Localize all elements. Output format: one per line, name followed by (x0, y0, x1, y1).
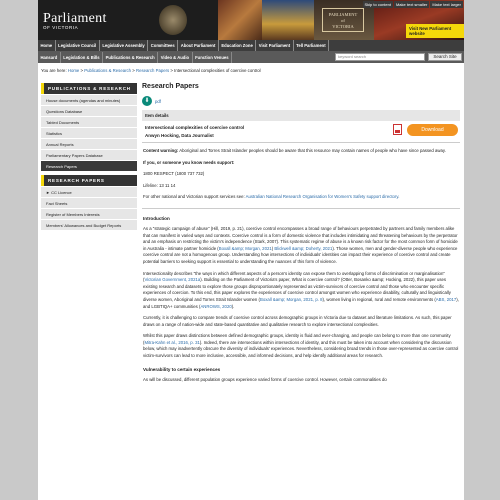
sidebar (41, 83, 137, 231)
sidebar-item-cc-licence[interactable]: ► CC Licence (41, 187, 137, 198)
sidebar-item-tabled-documents[interactable]: Tabled Documents (41, 117, 137, 128)
new-website-link[interactable]: Visit New Parliament website (406, 24, 464, 38)
vulnerability-paragraph: As will be discussed, different population groups experience varied forms of coercive control. However, certain commonalities do (143, 376, 387, 382)
breadcrumb-research-papers[interactable]: Research Papers (136, 68, 170, 73)
article (142, 83, 460, 383)
logo-title: Parliament (43, 11, 107, 26)
breadcrumb-current: Intersectional complexities of coercive control (174, 68, 261, 73)
citation-link[interactable]: ANROWS, 2020 (200, 303, 232, 309)
download-circle-icon[interactable]: ⬇ (142, 96, 152, 106)
intro-paragraph-3: Currently, it is challenging to compare trends of coercive control across demographic groups in Victoria due to dataset and literature limitations. As such, this paper draws on a range of nation-wide and state-based quantitative and qualitative research to explore intersectional complexities. (143, 315, 452, 327)
skip-to-content-link[interactable]: Skip to content (364, 2, 391, 7)
nav-about-parliament[interactable]: About Parliament (178, 40, 219, 51)
intro-paragraph-1: As a "strategic campaign of abuse" (Hill, 2019, p. 21), coercive control encompasses a broad range of behaviours perpetrated by partners and family members alike that can manifest in varied ways and contexts. Coercive control is a form of domestic violence that includes intimidating and threatening behaviours by the perpetrator and an emphasis on restricting the victim's independence (Stark, 2007). This systematic regime of abuse is a known risk factor for the most common form of homicide in Australia - intimate partner homicide (Boxall &amp; Morgan, 2021) Blickwell &amp; Doherty, 2021). Those women, men and gender-diverse people who experience coercive control are not a homogenous group. Understanding how intersections of individuals' identities can impact their experience of coercive control and create potential barriers to seeking support is essential to understanding the nuances of this form of violence. (143, 225, 458, 264)
pdf-link[interactable]: pdf (155, 98, 161, 104)
lifeline-line: Lifeline: 13 11 14 (143, 182, 176, 188)
support-heading: If you, or someone you know needs support: (143, 159, 235, 165)
pdf-file-icon (393, 124, 402, 135)
breadcrumb-publications[interactable]: Publications & Research (84, 68, 132, 73)
nav-publications-research[interactable]: Publications & Research (103, 52, 158, 63)
page-title: Research Papers (142, 83, 199, 90)
citation-link[interactable]: ABS, 2017 (435, 296, 457, 302)
accessibility-links (363, 1, 464, 8)
document-author: Anwyn Hocking, Data Journalist (145, 133, 214, 138)
text-smaller-link[interactable]: Make text smaller (395, 2, 428, 7)
sidebar-item-parliamentary-papers[interactable]: Parliamentary Papers Database (41, 150, 137, 161)
nav-committees[interactable]: Committees (148, 40, 178, 51)
search-input[interactable]: keyword search (335, 53, 425, 61)
sidebar-item-annual-reports[interactable]: Annual Reports (41, 139, 137, 150)
breadcrumb: You are here: Home > Publications & Research > Research Papers > Intersectional complexities of coercive control (41, 68, 261, 73)
citation-link[interactable]: Boxall &amp; Morgan, 2021, p. 8 (259, 296, 323, 302)
divider (142, 208, 460, 209)
sidebar-item-fact-sheets[interactable]: Fact Sheets (41, 198, 137, 209)
nav-legislative-assembly[interactable]: Legislative Assembly (100, 40, 148, 51)
parliament-logo[interactable] (43, 12, 107, 31)
nav-tell-parliament[interactable]: Tell Parliament (294, 40, 329, 51)
sidebar-item-house-documents[interactable]: House documents (agendas and minutes) (41, 95, 137, 106)
nav-visit-parliament[interactable]: Visit Parliament (256, 40, 293, 51)
nav-education-zone[interactable]: Education Zone (219, 40, 256, 51)
sidebar-item-questions-database[interactable]: Questions Database (41, 106, 137, 117)
main-content (38, 63, 464, 500)
item-details (142, 121, 460, 143)
nav-legislative-council[interactable]: Legislative Council (56, 40, 100, 51)
breadcrumb-home[interactable]: Home (67, 68, 80, 73)
intro-paragraph-4: Whilst this paper draws distinctions between defined demographic groups, identity is fluid and ever-changing, and people can belong to more than one community (Mitra-Kahn et al., 2016, p. 31). Indeed, there are intersections within intersections of identity, and this must be taken into account when considering the discussion below, which may inadvertently obscure the diversity of individuals' experiences. Nevertheless, considering broad trends in those over-represented as coercive control victim-survivors can lead to more inclusive, accessible, and informed decisions, and help identify additional areas for research. (143, 333, 459, 359)
header-image-chamber (218, 0, 262, 40)
nav-function-venues[interactable]: Function Venues (193, 52, 233, 63)
header-image-ceiling (262, 0, 314, 40)
sidebar-item-statistics[interactable]: Statistics (41, 128, 137, 139)
coat-of-arms-image (159, 5, 187, 35)
sidebar-item-members-allowances[interactable]: Members' Allowances and Budget Reports (41, 220, 137, 231)
sidebar-heading-research-papers: RESEARCH PAPERS (41, 175, 137, 186)
respect-line: 1800 RESPECT (1800 737 732) (143, 171, 205, 177)
introduction-heading: Introduction (143, 215, 170, 221)
parliament-sign: PARLIAMENT of VICTORIA (322, 8, 364, 32)
anrows-directory-link[interactable]: Australian National Research Organisation for Women's Safety support directory (245, 194, 399, 200)
sidebar-item-register-members-interests[interactable]: Register of Members Interests (41, 209, 137, 220)
content-warning: Content warning: Aboriginal and Torres Strait Islander peoples should be aware that this resource may contain names of people who have since passed away. (143, 148, 446, 153)
other-support: For other national and Victorian support services see: Australian National Research Organisation for Women's Safety support directory. (143, 194, 400, 200)
citation-link[interactable]: Boxall &amp; Morgan, 2021 (218, 245, 272, 251)
site-header (38, 0, 464, 40)
document-title: Intersectional complexities of coercive control (145, 125, 245, 130)
citation-link[interactable]: Victorian Government, 2021a (144, 277, 201, 283)
nav-home[interactable]: Home (38, 40, 56, 51)
nav-video-audio[interactable]: Video & Audio (158, 52, 192, 63)
logo-subtitle: OF VICTORIA (43, 25, 79, 30)
search-button[interactable]: Search Site (428, 53, 462, 61)
citation-link[interactable]: Mitra-Kahn et al., 2016, p. 31 (144, 339, 200, 345)
primary-nav (38, 40, 464, 51)
text-larger-link[interactable]: Make text larger (432, 2, 461, 7)
sidebar-item-research-papers[interactable]: Research Papers (41, 161, 137, 172)
item-details-heading: Item details (142, 110, 460, 121)
nav-hansard[interactable]: Hansard (38, 52, 61, 63)
sidebar-heading-publications: PUBLICATIONS & RESEARCH (41, 83, 137, 94)
pdf-link-row (142, 96, 460, 106)
intro-paragraph-2: Intersectionality describes "the ways in which different aspects of a person's identity can expose them to overlapping forms of discrimination or marginalisation" (Victorian Government, 2021a). Building on the Parliament of Victoria's paper, What is coercive control? (Otter, Bosanko &amp; Hocking, 2022), this paper uses existing research and datasets to explore those groups disproportionately represented as victim-survivors of coercive control and those who encounter specific experiences of coercion. To this end, this paper explores the experiences of coercive control amongst women who experience disability, culturally and linguistically diverse women, Aboriginal and Torres Strait Islander women (Boxall &amp; Morgan, 2021, p. 8), women living in regional, rural and remote environments (ABS, 2017), and LGBTIQA+ communities (ANROWS, 2020). (143, 270, 459, 309)
vulnerability-heading: Vulnerability to certain experiences (143, 366, 221, 372)
nav-legislation-bills[interactable]: Legislation & Bills (61, 52, 103, 63)
download-button[interactable]: Download (407, 124, 458, 136)
citation-link[interactable]: Blickwell &amp; Doherty, 2021 (274, 245, 333, 251)
